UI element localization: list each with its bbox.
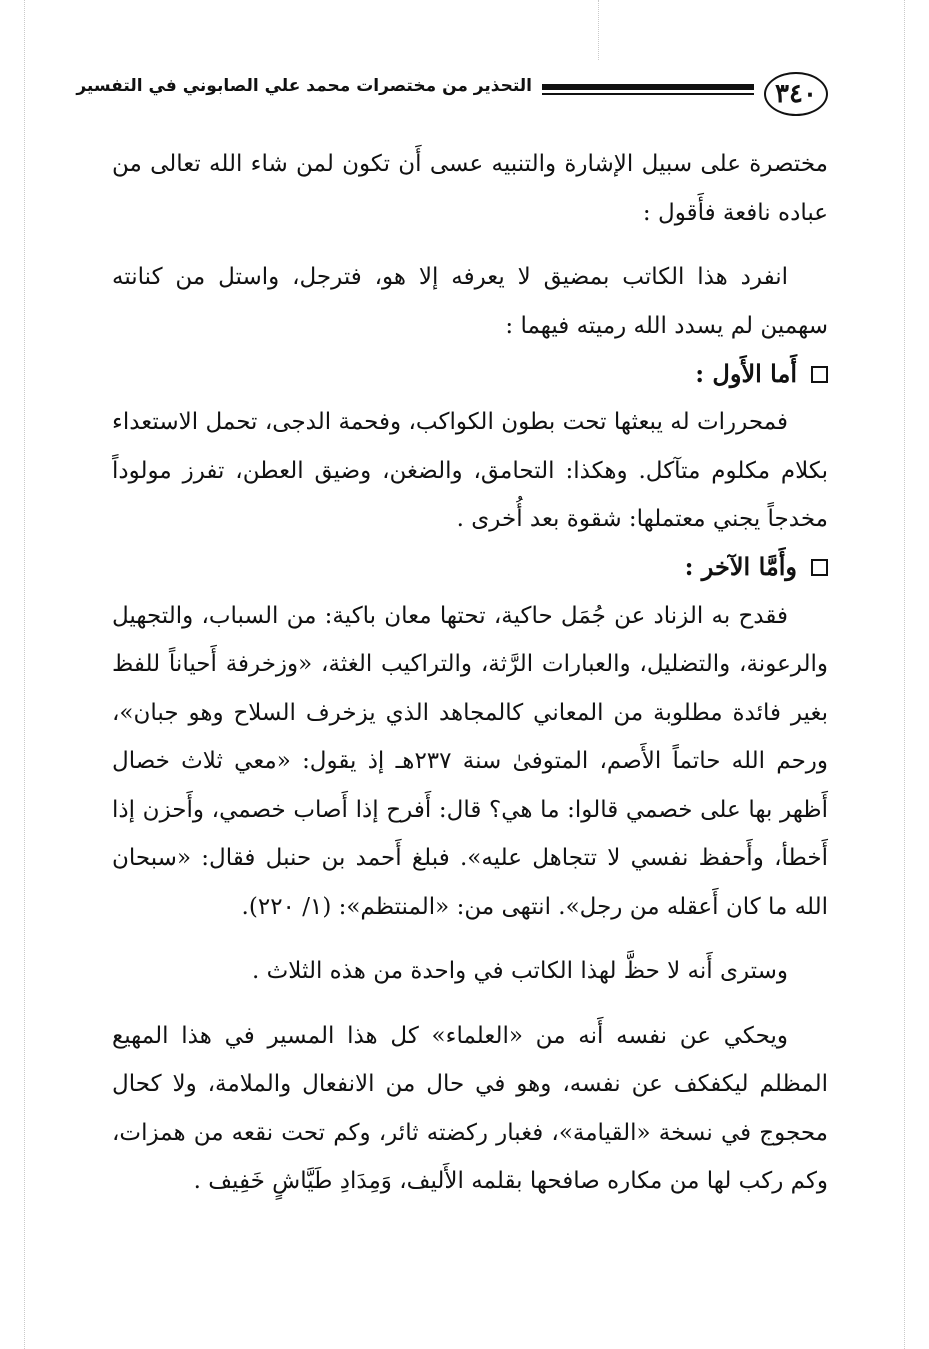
paragraph-2: انفرد هذا الكاتب بمضيق لا يعرفه إلا هو، فترجل، واستل من كنانته سهمين لم يسدد الله رميته فيهما : bbox=[112, 264, 828, 339]
paragraph-4: فقدح به الزناد عن جُمَل حاكية، تحتها معان باكية: من السباب، والتجهيل والرعونة، والتضليل، والعبارات الرَّثة، والتراكيب الغثة، «وزخرفة أَحياناً للفظ بغير فائدة مطلوبة من المعاني كالمجاهد الذي يزخرف السلاح وهو جبان»، ورحم الله حاتماً الأَصم، المتوفىٰ سنة ٢٣٧هـ إذ يقول: «معي ثلاث خصال أَظهر بها على خصمي قالوا: ما هي؟ قال: أَفرح إذا أَصاب خصمي، وأَحزن إذا أَخطأ، وأَحفظ نفسي لا تتجاهل عليه». فبلغ أَحمد بن حنبل فقال: «سبحان الله ما كان أَعقله من رجل». انتهى من: «المنتظم»: (١/ ٢٢٠). bbox=[112, 602, 828, 920]
paragraph-6: ويحكي عن نفسه أَنه من «العلماء» كل هذا المسير في هذا المهيع المظلم ليكفكف عن نفسه، وهو في حال من الانفعال والملامة، ولا كحال محجوج في نسخة «القيامة»، فغبار ركضته ثائر، وكم تحت نقعه من همزات، وكم ركب لها من مكاره صافحها بقلمه الأَليف، وَمِدَادِ طَيَّاشٍ خَفِيف . bbox=[112, 1022, 828, 1194]
header-rule-thick bbox=[542, 84, 754, 90]
section-heading-first-label: أَما الأَول : bbox=[695, 358, 797, 388]
page-number: ٣٤٠ bbox=[764, 72, 828, 116]
scan-guide-right bbox=[904, 0, 905, 1349]
running-title: التحذير من مختصرات محمد علي الصابوني في التفسير bbox=[76, 76, 532, 96]
scan-guide-top bbox=[598, 0, 599, 60]
section-heading-second-label: وأَمَّا الآخر : bbox=[684, 552, 797, 582]
paragraph-5: وسترى أَنه لا حظَّ لهذا الكاتب في واحدة من هذه الثلاث . bbox=[252, 958, 788, 984]
scan-guide-left bbox=[24, 0, 25, 1349]
page-body bbox=[112, 140, 828, 1206]
header-rule bbox=[542, 84, 754, 96]
section-heading-second bbox=[112, 544, 828, 592]
paragraph-3: فمحررات له يبعثها تحت بطون الكواكب، وفحمة الدجى، تحمل الاستعداء بكلام مكلوم متآكل. وهكذا: التحامق، والضغن، وضيق العطن، تفرز مولوداً مخدجاً يجني معتملها: شقوة بعد أُخرى . bbox=[112, 409, 828, 532]
section-heading-first bbox=[112, 350, 828, 398]
checkbox-icon bbox=[811, 366, 828, 383]
checkbox-icon bbox=[811, 559, 828, 576]
page-header bbox=[76, 66, 828, 126]
paragraph-1: مختصرة على سبيل الإشارة والتنبيه عسى أَن تكون لمن شاء الله تعالى من عباده نافعة فأَقول : bbox=[112, 151, 828, 226]
header-rule-thin bbox=[542, 93, 754, 95]
